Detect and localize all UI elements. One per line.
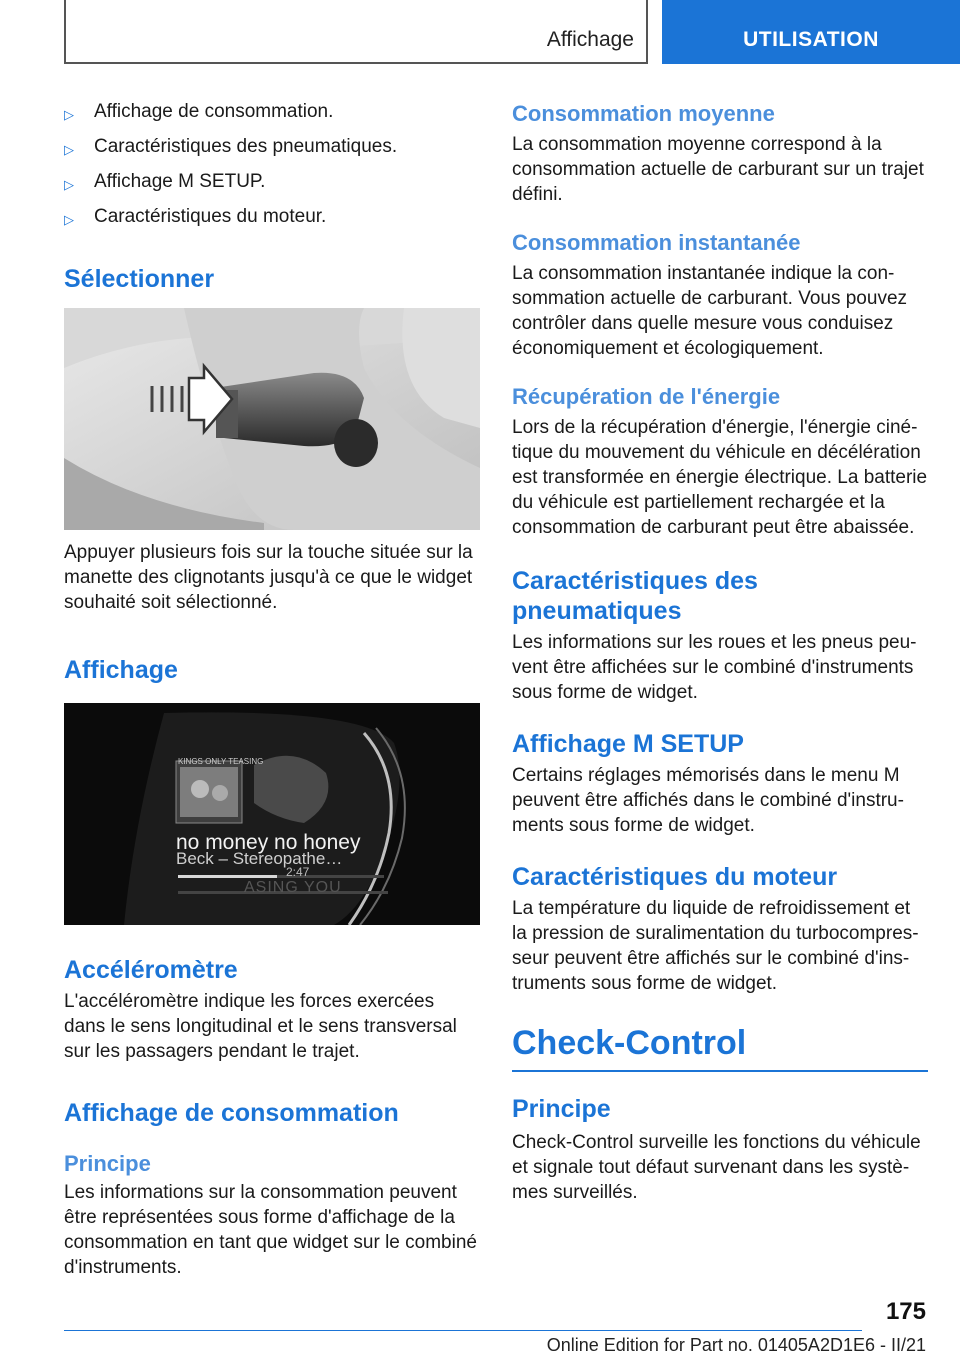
cluster-display-image bbox=[64, 703, 480, 925]
energy-recovery-heading: Récupération de l'énergie bbox=[512, 384, 781, 409]
playback-progress-fill bbox=[178, 875, 277, 878]
triangle-bullet-icon: ▷ bbox=[64, 177, 74, 192]
elapsed-time: 2:47 bbox=[286, 865, 310, 879]
check-control-heading: Check-Control bbox=[512, 1024, 747, 1062]
energy-recovery-text: Lors de la récupération d'énergie, l'énergie cinétique du mouvement du véhicule en décélération est transformée en énergie électrique. La batterie du véhicule est partiellement rechargée et la consommation de carburant peut être abaissée. bbox=[512, 417, 928, 538]
accelerometer-heading: Accéléromètre bbox=[64, 956, 238, 984]
list-item-text: Affichage M SETUP. bbox=[94, 171, 266, 192]
accelerometer-text: L'accéléromètre indique les forces exercées dans le sens longitudinal et le sens transversal sur les passagers pendant le trajet. bbox=[64, 991, 457, 1062]
list-item bbox=[64, 205, 480, 232]
artist-name: Beck – Stereopathe… bbox=[176, 849, 343, 868]
list-item-text: Caractéristiques des pneumatiques. bbox=[94, 136, 398, 157]
stalk-button-image bbox=[64, 308, 480, 530]
list-item-text: Affichage de consommation. bbox=[94, 101, 334, 122]
average-consumption-heading: Consommation moyenne bbox=[512, 101, 775, 126]
widget-list bbox=[64, 100, 480, 232]
list-item bbox=[64, 135, 480, 162]
instant-consumption-heading: Consommation instantanée bbox=[512, 230, 801, 255]
display-heading: Affichage bbox=[64, 656, 178, 684]
principle-text: Les informations sur la consommation peuvent être représentées sous forme d'affichage de la consommation en tant que widget sur le combiné d'instruments. bbox=[64, 1182, 477, 1278]
list-item bbox=[64, 170, 480, 197]
list-item-text: Caractéristiques du moteur. bbox=[94, 206, 327, 227]
m-setup-text: Certains réglages mémorisés dans le menu M peuvent être affichés dans le combiné d'instruments sous forme de widget. bbox=[512, 765, 904, 836]
section-title: Affichage bbox=[546, 28, 634, 51]
triangle-bullet-icon: ▷ bbox=[64, 107, 74, 122]
tire-data-text: Les informations sur les roues et les pneus peuvent être affichées sur le combiné d'instruments sous forme de widget. bbox=[512, 632, 917, 703]
tire-data-heading: Caractéristiques des pneumatiques bbox=[512, 567, 758, 625]
check-control-principle-heading: Principe bbox=[512, 1095, 611, 1123]
list-item bbox=[64, 100, 480, 127]
next-track-caption: ASING YOU bbox=[244, 879, 342, 896]
album-caption: KINGS ONLY TEASING bbox=[178, 757, 264, 766]
footer-divider bbox=[64, 1330, 862, 1331]
m-setup-heading: Affichage M SETUP bbox=[512, 730, 744, 758]
edition-note: Online Edition for Part no. 01405A2D1E6 - II/21 bbox=[546, 1335, 926, 1355]
song-title: no money no honey bbox=[176, 831, 361, 854]
principle-heading: Principe bbox=[64, 1151, 151, 1176]
triangle-bullet-icon: ▷ bbox=[64, 142, 74, 157]
select-instructions: Appuyer plusieurs fois sur la touche située sur la manette des clignotants jusqu'à ce que le widget souhaité soit sélectionné. bbox=[64, 542, 473, 613]
section-divider bbox=[512, 1070, 928, 1072]
average-consumption-text: La consommation moyenne correspond à la consommation actuelle de carburant sur un trajet défini. bbox=[512, 134, 924, 205]
check-control-principle-text: Check-Control surveille les fonctions du véhicule et signale tout défaut survenant dans les systèmes surveillés. bbox=[512, 1132, 921, 1203]
chapter-tab[interactable]: UTILISATION bbox=[662, 0, 960, 64]
left-column bbox=[64, 100, 480, 1280]
consumption-heading: Affichage de consommation bbox=[64, 1099, 399, 1127]
right-column bbox=[512, 100, 928, 1205]
engine-data-heading: Caractéristiques du moteur bbox=[512, 863, 838, 891]
instant-consumption-text: La consommation instantanée indique la consommation actuelle de carburant. Vous pouvez contrôler dans quelle mesure vous conduisez économiquement et écologiquement. bbox=[512, 263, 908, 359]
engine-data-text: La température du liquide de refroidissement et la pression de suralimentation du turbocompresseur peuvent être affichés sur le combiné d'instruments sous forme de widget. bbox=[512, 898, 919, 994]
playback-progress-bar[interactable] bbox=[178, 875, 384, 878]
select-heading: Sélectionner bbox=[64, 265, 215, 293]
triangle-bullet-icon: ▷ bbox=[64, 212, 74, 227]
turn-signal-stalk-illustration bbox=[64, 308, 480, 530]
header-frame bbox=[64, 0, 648, 64]
page-number: 175 bbox=[885, 1298, 926, 1325]
